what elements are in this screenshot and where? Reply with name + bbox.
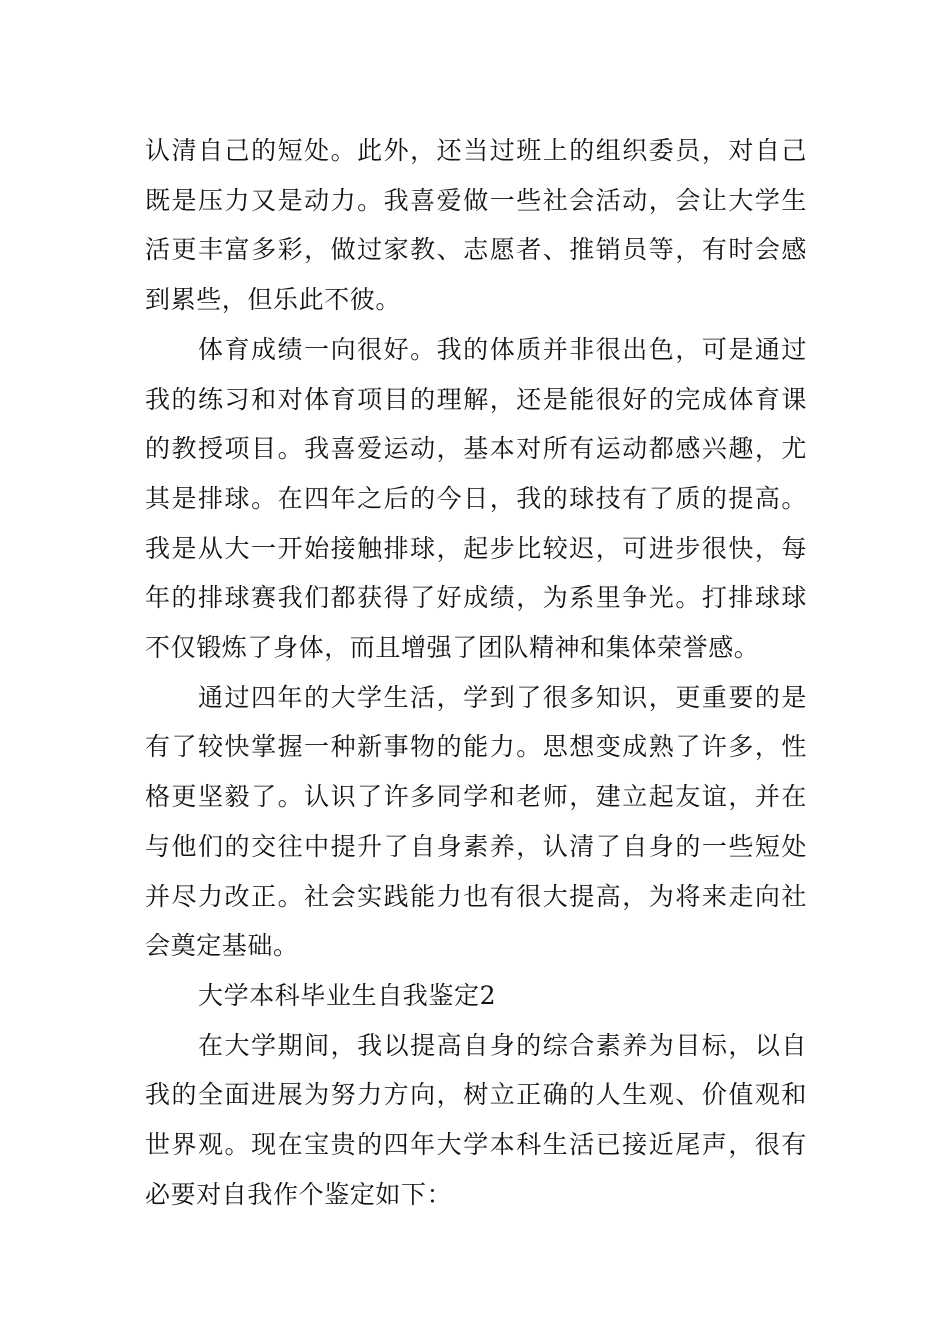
section-heading: 大学本科毕业生自我鉴定2 [198,980,497,1010]
paragraph-summary: 通过四年的大学生活，学到了很多知识，更重要的是有了较快掌握一种新事物的能力。思想变成熟了许多，性格更坚毅了。认识了许多同学和老师，建立起友谊，并在与他们的交往中提升了自身素养，认清了自身的一些短处并尽力改正。社会实践能力也有很大提高，为将来走向社会奠定基础。 [145,682,807,961]
paragraph-sports: 体育成绩一向很好。我的体质并非很出色，可是通过我的练习和对体育项目的理解，还是能很好的完成体育课的教授项目。我喜爱运动，基本对所有运动都感兴趣，尤其是排球。在四年之后的今日，我的球技有了质的提高。我是从大一开始接触排球，起步比较迟，可进步很快，每年的排球赛我们都获得了好成绩，为系里争光。打排球球不仅锻炼了身体，而且增强了团队精神和集体荣誉感。 [145,334,807,663]
document-body [145,126,807,1219]
paragraph-continued: 认清自己的短处。此外，还当过班上的组织委员，对自己既是压力又是动力。我喜爱做一些社会活动，会让大学生活更丰富多彩，做过家教、志愿者、推销员等，有时会感到累些，但乐此不彼。 [145,136,807,315]
paragraph-intro: 在大学期间，我以提高自身的综合素养为目标，以自我的全面进展为努力方向，树立正确的人生观、价值观和世界观。现在宝贵的四年大学本科生活已接近尾声，很有必要对自我作个鉴定如下： [145,1030,807,1209]
